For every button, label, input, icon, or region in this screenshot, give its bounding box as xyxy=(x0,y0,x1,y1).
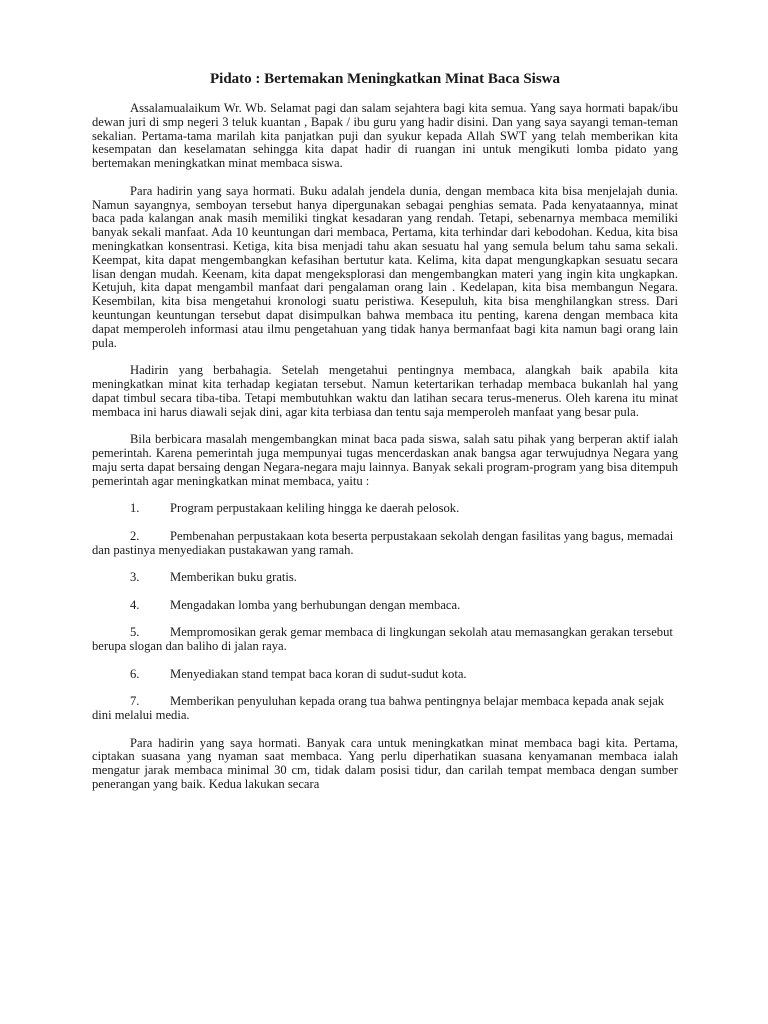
list-item xyxy=(92,571,678,585)
list-text: Pembenahan perpustakaan kota beserta perpustakaan sekolah dengan fasilitas yang bagus, memadai dan pastinya menyediakan pustakawan yang ramah. xyxy=(92,528,674,557)
list-item xyxy=(92,502,678,516)
list-item xyxy=(92,530,678,558)
paragraph-benefits: Para hadirin yang saya hormati. Buku adalah jendela dunia, dengan membaca kita bisa menjelajah dunia. Namun sayangnya, semboyan tersebut hanya dipergunakan sebagai penghias semata. Pada kenyataannya, minat baca pada kalangan anak masih memiliki tingkat kesadaran yang rendah. Tetapi, sebenarnya membaca memiliki banyak sekali manfaat. Ada 10 keuntungan dari membaca, Pertama, kita terhindar dari kebodohan. Kedua, kita bisa meningkatkan konsentrasi. Ketiga, kita bisa menjadi tahu akan sesuatu hal yang semula belum tahu sama sekali. Keempat, kita dapat mengembangkan kefasihan bertutur kata. Kelima, kita dapat mengungkapkan sesuatu secara lisan dengan mudah. Keenam, kita dapat mengeksplorasi dan mengembangkan materi yang ingin kita ungkapkan. Ketujuh, kita dapat mengambil manfaat dari pengalaman orang lain . Kedelapan, kita bisa membangun Negara. Kesembilan, kita bisa mengetahui kronologi suatu peristiwa. Kesepuluh, kita bisa menghilangkan stress. Dari keuntungan keuntungan tersebut dapat disimpulkan bahwa membaca itu penting, karena dengan membaca kita dapat memperoleh informasi atau ilmu pengetahuan yang tidak hanya bermanfaat bagi kita namun bagi orang lain pula. xyxy=(92,183,678,350)
list-number: 3. xyxy=(130,570,140,585)
list-text: Mempromosikan gerak gemar membaca di lingkungan sekolah atau memasangkan gerakan tersebut berupa slogan dan baliho di jalan raya. xyxy=(92,625,673,654)
list-text: Memberikan buku gratis. xyxy=(170,570,297,585)
list-text: Mengadakan lomba yang berhubungan dengan membaca. xyxy=(170,597,461,612)
list-text: Memberikan penyuluhan kepada orang tua bahwa pentingnya belajar membaca kepada anak sejak dini melalui media. xyxy=(92,694,665,723)
list-item xyxy=(92,599,678,613)
paragraph-opening: Assalamualaikum Wr. Wb. Selamat pagi dan salam sejahtera bagi kita semua. Yang saya hormati bapak/ibu dewan juri di smp negeri 3 teluk kuantan , Bapak / ibu guru yang hadir disini. Dan yang saya sayangi teman-teman sekalian. Pertama-tama marilah kita panjatkan puji dan syukur kepada Allah SWT yang telah memberikan kita kesempatan dan keselamatan sehingga kita dapat hadir di ruangan ini untuk mengikuti lomba pidato yang bertemakan meningkatkan minat membaca siswa. xyxy=(92,101,678,171)
list-number: 2. xyxy=(130,528,140,543)
document-title: Pidato : Bertemakan Meningkatkan Minat Baca Siswa xyxy=(209,71,560,87)
paragraph-tips: Para hadirin yang saya hormati. Banyak cara untuk meningkatkan minat membaca bagi kita. Pertama, ciptakan suasana yang nyaman saat membaca. Yang perlu diperhatikan suasana kenyamanan membaca ialah mengatur jarak membaca minimal 30 cm, tidak dalam posisi tidur, dan carilah tempat membaca dengan sumber penerangan yang baik. Kedua lakukan secara xyxy=(92,735,678,792)
list-number: 1. xyxy=(130,501,140,516)
list-text: Program perpustakaan keliling hingga ke daerah pelosok. xyxy=(170,501,460,516)
list-item xyxy=(92,668,678,682)
list-item xyxy=(92,695,678,723)
list-number: 4. xyxy=(130,597,140,612)
document-page xyxy=(92,70,678,792)
list-number: 6. xyxy=(130,666,140,681)
paragraph-interest: Hadirin yang berbahagia. Setelah mengetahui pentingnya membaca, alangkah baik apabila kita meningkatkan minat kita terhadap kegiatan tersebut. Namun ketertarikan terhadap membaca bukanlah hal yang dapat timbul secara tiba-tiba. Tetapi membutuhkan waktu dan latihan secara terus-menerus. Oleh karena itu minat membaca ini harus diawali sejak dini, agar kita terbiasa dan tentu saja memperoleh manfaat yang besar pula. xyxy=(92,363,678,419)
list-number: 5. xyxy=(130,625,140,640)
list-text: Menyediakan stand tempat baca koran di sudut-sudut kota. xyxy=(170,666,467,681)
list-number: 7. xyxy=(130,694,140,709)
list-item xyxy=(92,626,678,654)
paragraph-government: Bila berbicara masalah mengembangkan minat baca pada siswa, salah satu pihak yang berperan aktif ialah pemerintah. Karena pemerintah juga mempunyai tugas mencerdaskan anak bangsa agar terwujudnya Negara yang maju serta dapat bersaing dengan Negara-negara maju lainnya. Banyak sekali program-program yang bisa ditempuh pemerintah agar meningkatkan minat membaca, yaitu : xyxy=(92,432,678,488)
